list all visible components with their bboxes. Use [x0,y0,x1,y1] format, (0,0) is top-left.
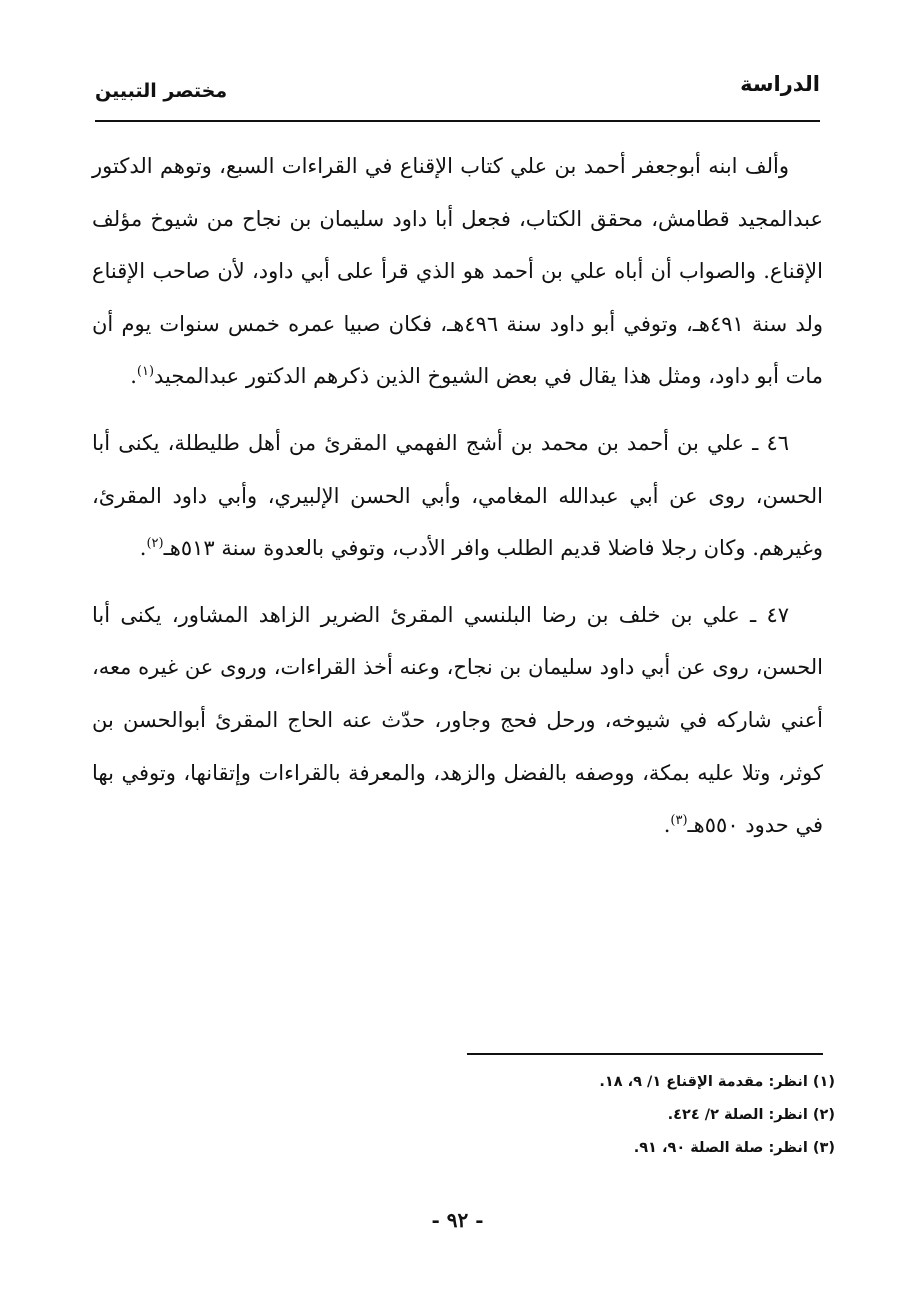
paragraph-end: . [139,536,147,561]
paragraph-end: . [130,364,137,389]
footnote-ref-1: (١) [136,364,155,380]
footnote-ref-3: (٣) [670,813,688,829]
footnotes [92,1066,835,1165]
header-book-title: مختصر التبيين [95,80,228,102]
paragraph-end: . [663,813,671,838]
footnote-divider [467,1053,823,1055]
footnote-3: (٣) انظر: صلة الصلة ٩٠، ٩١. [633,1140,835,1156]
main-text [92,140,823,866]
paragraph-text: ٤٦ ـ علي بن أحمد بن محمد بن أشج الفهمي المقرئ من أهل طليطلة، يكنى أبا الحسن، روى عن أبي عبدالله المغامي، وأبي الحسن الإلبيري، وأبي داود المقرئ، وغيرهم. وكان رجلا فاضلا قديم الطلب وافر الأدب، وتوفي بالعدوة سنة ٥١٣هـ [92,430,823,561]
page-number: - ٩٢ - [431,1208,484,1232]
paragraph-text: ٤٧ ـ علي بن خلف بن رضا البلنسي المقرئ الضرير الزاهد المشاور، يكنى أبا الحسن، روى عن أبي داود سليمان بن نجاح، وعنه أخذ القراءات، وروى عن غيره معه، أعني شاركه في شيوخه، ورحل فحج وجاور، حدّث عنه الحاج المقرئ أبوالحسن بن كوثر، وتلا عليه بمكة، ووصفه بالفضل والزهد، والمعرفة بالقراءات وإتقانها، وتوفي بها في حدود ٥٥٠هـ [92,602,823,838]
footnote-1: (١) انظر: مقدمة الإقناع ١/ ٩، ١٨. [599,1074,835,1090]
entry-46 [92,417,823,575]
footnote-ref-2: (٢) [146,536,164,552]
footnote-2: (٢) انظر: الصلة ٢/ ٤٢٤. [667,1107,835,1123]
entry-47 [92,589,823,852]
running-header [95,72,820,112]
header-divider [95,120,820,122]
header-section-title: الدراسة [740,72,820,96]
paragraph-text: وألف ابنه أبوجعفر أحمد بن علي كتاب الإقناع في القراءات السبع، وتوهم الدكتور عبدالمجيد قطامش، محقق الكتاب، فجعل أبا داود سليمان بن نجاح من شيوخ مؤلف الإقناع. والصواب أن أباه علي بن أحمد هو الذي قرأ على أبي داود، لأن صاحب الإقناع ولد سنة ٤٩١هـ، وتوفي أبو داود سنة ٤٩٦هـ، فكان صبيا عمره خمس سنوات يوم أن مات أبو داود، ومثل هذا يقال في بعض الشيوخ الذين ذكرهم الدكتور عبدالمجيد [92,154,823,389]
paragraph-intro [92,140,823,403]
